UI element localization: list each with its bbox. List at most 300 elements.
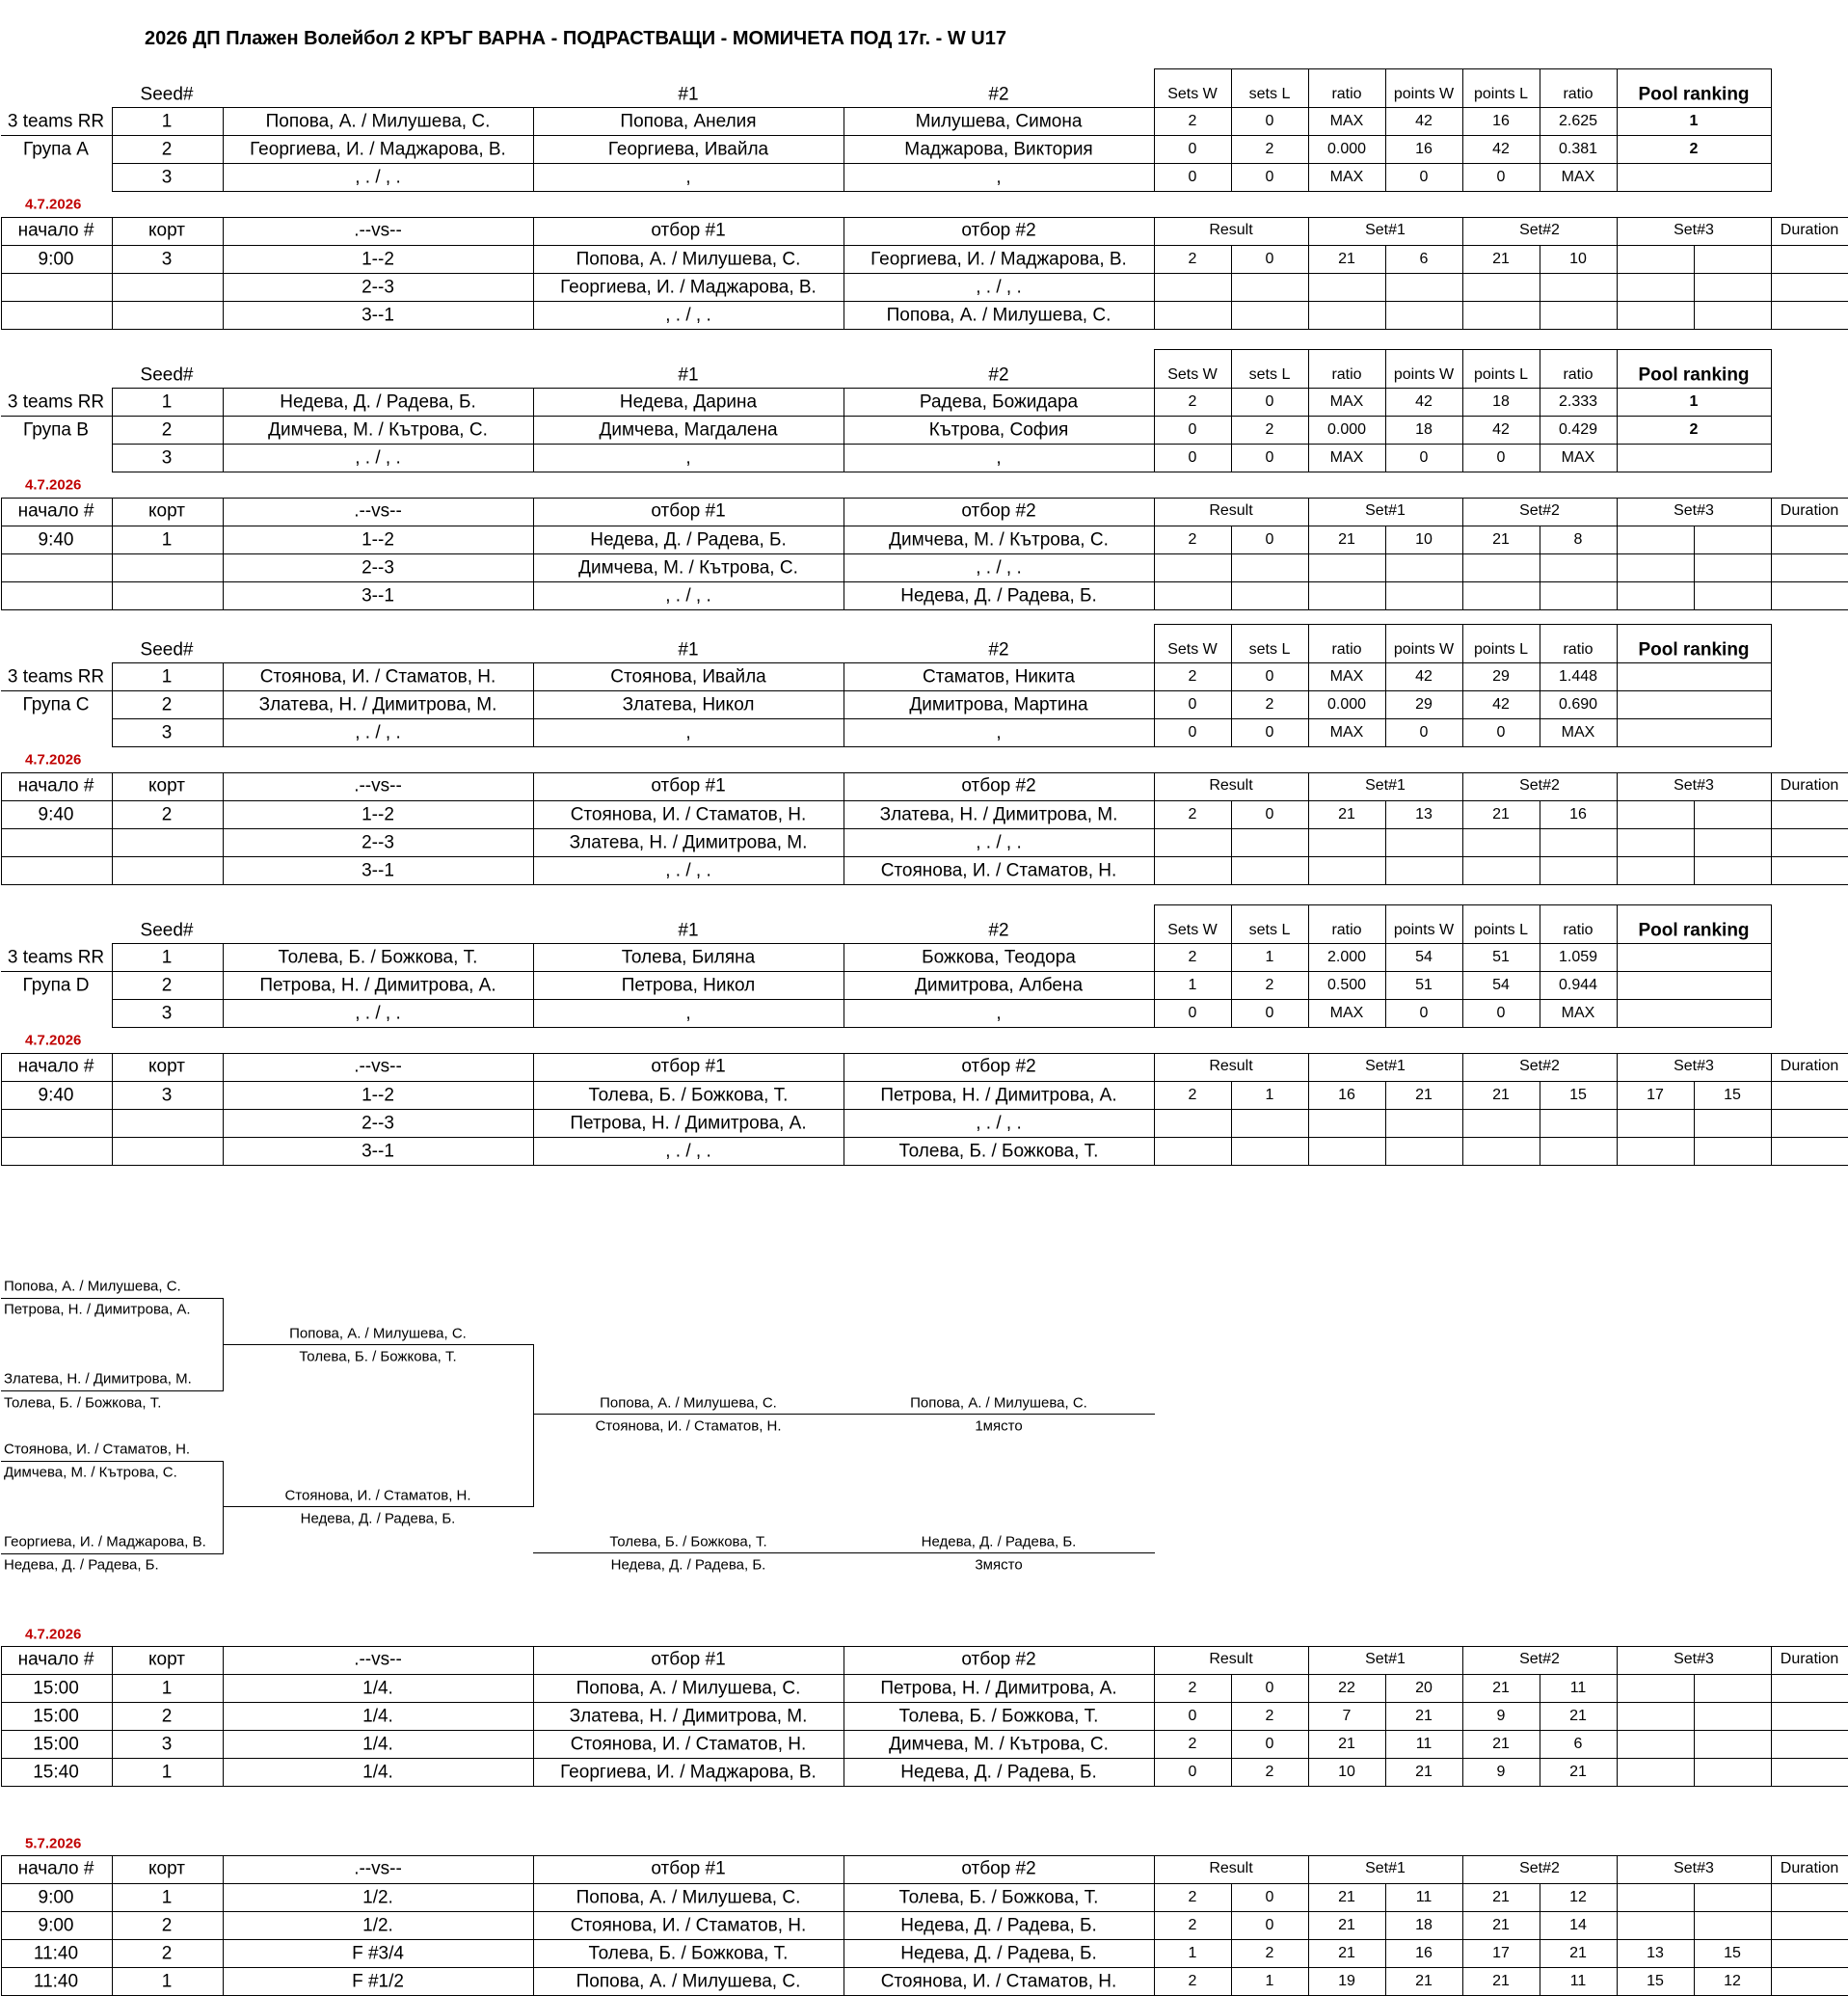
grid-line bbox=[533, 943, 534, 1028]
pool-stat: 54 bbox=[1492, 977, 1510, 993]
pool-stat: 0 bbox=[1188, 449, 1197, 466]
col-header-duration: Duration bbox=[1780, 1058, 1839, 1074]
pool-seed: 1 bbox=[161, 947, 173, 968]
match-start-time: 11:40 bbox=[33, 1971, 79, 1992]
match-score-cell: 7 bbox=[1342, 1708, 1352, 1724]
match-score-cell: 2 bbox=[1265, 1708, 1274, 1724]
grid-line bbox=[1308, 349, 1309, 472]
col-header-team1: отбор #1 bbox=[651, 775, 726, 796]
bracket-round1-team: Георгиева, И. / Маджарова, В. bbox=[4, 1533, 206, 1551]
pool-stat: 0 bbox=[1188, 169, 1197, 185]
grid-line bbox=[1, 1911, 1848, 1912]
match-score-cell: 0 bbox=[1265, 251, 1274, 267]
match-label: 1--2 bbox=[362, 804, 394, 825]
grid-line bbox=[533, 1646, 534, 1787]
match-start-time: 15:00 bbox=[33, 1706, 79, 1727]
grid-line bbox=[223, 943, 224, 1028]
col-header-vs: .--vs-- bbox=[354, 1858, 402, 1879]
match-start-time: 9:40 bbox=[38, 529, 74, 551]
match-label: 1/2. bbox=[362, 1915, 393, 1936]
grid-line bbox=[112, 217, 113, 330]
col-header-team2: отбор #2 bbox=[961, 1056, 1036, 1077]
match-label: 3--1 bbox=[362, 585, 394, 607]
pool-stat: MAX bbox=[1329, 169, 1364, 185]
grid-line bbox=[1, 273, 1848, 274]
match-score-cell: 11 bbox=[1569, 1680, 1587, 1696]
match-team2: Попова, А. / Милушева, С. bbox=[886, 305, 1111, 326]
match-score-cell: 11 bbox=[1569, 1973, 1587, 1989]
pool-seed: 2 bbox=[161, 139, 173, 160]
pool-stat: MAX bbox=[1329, 113, 1364, 129]
match-score-cell: 2 bbox=[1265, 1764, 1274, 1780]
match-score-cell: 21 bbox=[1415, 1087, 1433, 1103]
pool-header-stat: points L bbox=[1473, 641, 1529, 658]
match-team2: Стоянова, И. / Стаматов, Н. bbox=[880, 860, 1117, 881]
col-header-start: начало # bbox=[17, 1056, 94, 1077]
grid-line bbox=[112, 107, 113, 192]
pool-team: Петрова, Н. / Димитрова, А. bbox=[259, 975, 496, 996]
col-header-duration: Duration bbox=[1780, 1860, 1839, 1876]
grid-line bbox=[112, 1855, 113, 1996]
pool-stat: 0 bbox=[1188, 696, 1197, 713]
match-team2: Георгиева, И. / Маджарова, В. bbox=[870, 249, 1127, 270]
match-score-cell: 21 bbox=[1338, 531, 1355, 548]
pool-stat: 2 bbox=[1188, 949, 1197, 965]
grid-line bbox=[1231, 526, 1232, 610]
grid-line bbox=[1, 1939, 1848, 1940]
pool-team: Димчева, М. / Кътрова, С. bbox=[268, 419, 488, 441]
match-score-cell: 21 bbox=[1415, 1973, 1433, 1989]
grid-line bbox=[1, 971, 113, 972]
match-label: 3--1 bbox=[362, 1141, 394, 1162]
match-score-cell: 19 bbox=[1338, 1973, 1355, 1989]
pool-header-ranking: Pool ranking bbox=[1638, 639, 1750, 661]
pool-header-stat: Sets W bbox=[1167, 86, 1218, 102]
grid-line bbox=[1694, 1883, 1695, 1996]
grid-line bbox=[1, 856, 1848, 857]
grid-line bbox=[1154, 1855, 1155, 1996]
match-start-time: 9:00 bbox=[38, 1915, 74, 1936]
grid-line bbox=[1462, 624, 1463, 747]
col-header-vs: .--vs-- bbox=[354, 220, 402, 241]
pool-stat: 42 bbox=[1492, 141, 1510, 157]
pool-stat: 0 bbox=[1188, 421, 1197, 438]
match-score-cell: 6 bbox=[1573, 1736, 1583, 1752]
grid-line bbox=[1, 301, 1848, 302]
pool-player1: Недева, Дарина bbox=[619, 391, 758, 413]
grid-line bbox=[112, 943, 113, 1028]
bracket-round1-team: Попова, А. / Милушева, С. bbox=[4, 1278, 181, 1295]
match-score-cell: 10 bbox=[1415, 531, 1433, 548]
match-team1: Георгиева, И. / Маджарова, В. bbox=[560, 277, 817, 298]
col-header-set1: Set#1 bbox=[1365, 502, 1406, 519]
pool-player2: Милушева, Симона bbox=[915, 111, 1083, 132]
grid-line bbox=[1154, 1646, 1155, 1787]
pool-stat: MAX bbox=[1561, 169, 1595, 185]
pool-stat: 42 bbox=[1492, 696, 1510, 713]
match-score-cell: 9 bbox=[1496, 1708, 1506, 1724]
grid-line bbox=[1617, 1053, 1618, 1166]
grid-line bbox=[1, 1855, 2, 1996]
grid-line bbox=[1694, 1674, 1695, 1787]
bracket-final-team: Попова, А. / Милушева, С. bbox=[600, 1394, 777, 1412]
match-score-cell: 10 bbox=[1569, 251, 1587, 267]
match-score-cell: 15 bbox=[1647, 1973, 1664, 1989]
pool-stat: 0.944 bbox=[1558, 977, 1598, 993]
match-team2: Толева, Б. / Божкова, Т. bbox=[898, 1141, 1099, 1162]
pool-header-stat: sets L bbox=[1248, 366, 1291, 383]
grid-line bbox=[1, 800, 1848, 801]
pool-team: Толева, Б. / Божкова, Т. bbox=[278, 947, 478, 968]
col-header-team2: отбор #2 bbox=[961, 775, 1036, 796]
match-score-cell: 21 bbox=[1338, 1889, 1355, 1905]
pool-stat: 0 bbox=[1265, 113, 1274, 129]
match-score-cell: 11 bbox=[1415, 1889, 1433, 1905]
col-header-team1: отбор #1 bbox=[651, 500, 726, 522]
match-score-cell: 18 bbox=[1415, 1917, 1433, 1933]
grid-line bbox=[223, 1461, 224, 1554]
grid-line bbox=[1, 1967, 1848, 1968]
pool-header-stat: ratio bbox=[1563, 641, 1594, 658]
grid-line bbox=[112, 163, 1772, 164]
bracket-third-place-label: 3място bbox=[975, 1556, 1023, 1574]
pool-stat: 0 bbox=[1419, 449, 1429, 466]
grid-line bbox=[1, 1730, 1848, 1731]
col-header-start: начало # bbox=[17, 500, 94, 522]
match-team2: Недева, Д. / Радева, Б. bbox=[900, 1762, 1097, 1783]
match-score-cell: 0 bbox=[1265, 1917, 1274, 1933]
grid-line bbox=[1617, 349, 1618, 472]
grid-line bbox=[1, 1883, 1848, 1884]
pool-group-name: Група A bbox=[23, 139, 89, 160]
pool-stat: 0 bbox=[1496, 1005, 1506, 1021]
grid-line bbox=[1154, 772, 1155, 885]
match-score-cell: 2 bbox=[1188, 531, 1197, 548]
grid-line bbox=[533, 217, 534, 330]
match-court: 3 bbox=[161, 249, 173, 270]
match-score-cell: 21 bbox=[1492, 251, 1510, 267]
schedule-date: 5.7.2026 bbox=[25, 1835, 82, 1852]
match-court: 2 bbox=[161, 1706, 173, 1727]
grid-line bbox=[1, 581, 1848, 582]
pool-stat: 1 bbox=[1188, 977, 1197, 993]
pool-stat: 2.625 bbox=[1558, 113, 1598, 129]
grid-line bbox=[1771, 498, 1772, 610]
pool-player1: , bbox=[685, 167, 691, 188]
match-score-cell: 2 bbox=[1188, 1889, 1197, 1905]
col-header-vs: .--vs-- bbox=[354, 500, 402, 522]
col-header-duration: Duration bbox=[1780, 222, 1839, 238]
grid-line bbox=[533, 1344, 534, 1507]
pool-stat: 2 bbox=[1265, 421, 1274, 438]
pool-date: 4.7.2026 bbox=[25, 751, 82, 769]
match-team1: Димчева, М. / Кътрова, С. bbox=[578, 557, 798, 579]
grid-line bbox=[1617, 498, 1618, 610]
grid-line bbox=[1154, 624, 1155, 747]
match-score-cell: 15 bbox=[1724, 1087, 1741, 1103]
pool-player1: Георгиева, Ивайла bbox=[607, 139, 769, 160]
grid-line bbox=[223, 1855, 224, 1996]
match-label: 2--3 bbox=[362, 1113, 394, 1134]
grid-line bbox=[1308, 498, 1309, 610]
pool-stat: 42 bbox=[1492, 421, 1510, 438]
col-header-set3: Set#3 bbox=[1674, 502, 1714, 519]
match-score-cell: 0 bbox=[1188, 1764, 1197, 1780]
match-score-cell: 14 bbox=[1569, 1917, 1587, 1933]
match-score-cell: 13 bbox=[1415, 806, 1433, 823]
col-header-result: Result bbox=[1209, 777, 1253, 794]
pool-stat: 0.500 bbox=[1326, 977, 1367, 993]
grid-line bbox=[1694, 526, 1695, 610]
grid-line bbox=[1385, 800, 1386, 885]
col-header-team1: отбор #1 bbox=[651, 1858, 726, 1879]
grid-line bbox=[1771, 772, 1772, 885]
col-header-court: корт bbox=[148, 1649, 185, 1670]
pool-stat: 0 bbox=[1265, 724, 1274, 741]
match-label: 1--2 bbox=[362, 249, 394, 270]
pool-header-stat: points W bbox=[1393, 922, 1455, 938]
grid-line bbox=[1, 1053, 2, 1166]
grid-line bbox=[112, 999, 1772, 1000]
col-header-start: начало # bbox=[17, 1649, 94, 1670]
grid-line bbox=[1, 609, 1848, 610]
match-label: F #3/4 bbox=[352, 1943, 404, 1964]
match-score-cell: 21 bbox=[1338, 251, 1355, 267]
grid-line bbox=[1, 1646, 1848, 1647]
pool-stat: 54 bbox=[1415, 949, 1433, 965]
match-team1: , . / , . bbox=[665, 860, 711, 881]
grid-line bbox=[1, 1165, 1848, 1166]
match-score-cell: 2 bbox=[1188, 1917, 1197, 1933]
match-start-time: 11:40 bbox=[33, 1943, 79, 1964]
grid-line bbox=[1385, 624, 1386, 747]
col-header-duration: Duration bbox=[1780, 777, 1839, 794]
grid-line bbox=[1385, 904, 1386, 1028]
match-score-cell: 21 bbox=[1492, 1889, 1510, 1905]
grid-line bbox=[223, 1053, 224, 1166]
match-score-cell: 0 bbox=[1188, 1708, 1197, 1724]
pool-header-player1: #1 bbox=[678, 920, 699, 941]
grid-line bbox=[1771, 349, 1772, 472]
bracket-winner: Попова, А. / Милушева, С. bbox=[910, 1394, 1087, 1412]
pool-header-stat: points L bbox=[1473, 86, 1529, 102]
pool-header-player1: #1 bbox=[678, 364, 699, 386]
grid-line bbox=[1385, 1883, 1386, 1996]
match-score-cell: 21 bbox=[1492, 806, 1510, 823]
col-header-court: корт bbox=[148, 1056, 185, 1077]
grid-line bbox=[112, 662, 1772, 663]
match-score-cell: 21 bbox=[1338, 1736, 1355, 1752]
pool-team: Георгиева, И. / Маджарова, В. bbox=[250, 139, 506, 160]
pool-player1: Толева, Биляна bbox=[621, 947, 756, 968]
grid-line bbox=[1154, 349, 1155, 472]
grid-line bbox=[1308, 1855, 1309, 1996]
match-court: 1 bbox=[161, 1762, 173, 1783]
pool-header-seed: Seed# bbox=[140, 920, 194, 941]
match-label: 1/4. bbox=[362, 1762, 393, 1783]
grid-line bbox=[1231, 1883, 1232, 1996]
col-header-vs: .--vs-- bbox=[354, 1649, 402, 1670]
match-score-cell: 16 bbox=[1569, 806, 1587, 823]
grid-line bbox=[1231, 245, 1232, 330]
match-team1: Златева, Н. / Димитрова, М. bbox=[569, 832, 808, 853]
pool-stat: 0.381 bbox=[1558, 141, 1598, 157]
match-team1: , . / , . bbox=[665, 1141, 711, 1162]
grid-line bbox=[1617, 68, 1618, 192]
match-score-cell: 0 bbox=[1265, 1736, 1274, 1752]
pool-team: , . / , . bbox=[355, 167, 401, 188]
col-header-duration: Duration bbox=[1780, 1651, 1839, 1667]
grid-line bbox=[1694, 245, 1695, 330]
pool-date: 4.7.2026 bbox=[25, 1032, 82, 1049]
grid-line bbox=[223, 1344, 534, 1345]
grid-line bbox=[112, 1646, 113, 1787]
pool-stat: 2 bbox=[1265, 696, 1274, 713]
pool-player1: Златева, Никол bbox=[622, 694, 755, 715]
pool-stat: 0 bbox=[1265, 1005, 1274, 1021]
pool-header-stat: Sets W bbox=[1167, 366, 1218, 383]
pool-date: 4.7.2026 bbox=[25, 196, 82, 213]
pool-header-player1: #1 bbox=[678, 639, 699, 661]
grid-line bbox=[223, 388, 224, 472]
col-header-result: Result bbox=[1209, 1860, 1253, 1876]
pool-seed: 1 bbox=[161, 111, 173, 132]
grid-line bbox=[1, 498, 2, 610]
col-header-set2: Set#2 bbox=[1519, 1651, 1560, 1667]
match-team2: Димчева, М. / Кътрова, С. bbox=[889, 529, 1109, 551]
pool-stat: 1 bbox=[1265, 949, 1274, 965]
match-court: 1 bbox=[161, 529, 173, 551]
match-score-cell: 2 bbox=[1188, 251, 1197, 267]
match-score-cell: 21 bbox=[1338, 806, 1355, 823]
match-label: 2--3 bbox=[362, 277, 394, 298]
pool-stat: 2 bbox=[1265, 141, 1274, 157]
col-header-result: Result bbox=[1209, 1651, 1253, 1667]
grid-line bbox=[1771, 1053, 1772, 1166]
match-score-cell: 6 bbox=[1419, 251, 1429, 267]
bracket-winner-label: 1място bbox=[975, 1417, 1023, 1435]
grid-line bbox=[1, 1855, 1848, 1856]
grid-line bbox=[1462, 1646, 1463, 1787]
pool-player2: Кътрова, София bbox=[928, 419, 1069, 441]
match-score-cell: 21 bbox=[1492, 1680, 1510, 1696]
grid-line bbox=[533, 1414, 1155, 1415]
pool-seed: 2 bbox=[161, 419, 173, 441]
pool-team: Стоянова, И. / Стаматов, Н. bbox=[259, 666, 496, 688]
col-header-start: начало # bbox=[17, 775, 94, 796]
grid-line bbox=[112, 718, 1772, 719]
pool-seed: 2 bbox=[161, 694, 173, 715]
grid-line bbox=[1, 1758, 1848, 1759]
match-score-cell: 0 bbox=[1265, 531, 1274, 548]
match-label: 2--3 bbox=[362, 557, 394, 579]
match-score-cell: 2 bbox=[1265, 1945, 1274, 1961]
match-court: 3 bbox=[161, 1085, 173, 1106]
grid-line bbox=[1231, 624, 1232, 747]
bracket-final-team: Стоянова, И. / Стаматов, Н. bbox=[595, 1417, 782, 1435]
grid-line bbox=[1231, 68, 1232, 192]
pool-player1: Стоянова, Ивайла bbox=[610, 666, 766, 688]
grid-line bbox=[1462, 498, 1463, 610]
pool-header-stat: sets L bbox=[1248, 86, 1291, 102]
match-label: 1/2. bbox=[362, 1887, 393, 1908]
pool-stat: MAX bbox=[1329, 449, 1364, 466]
col-header-result: Result bbox=[1209, 222, 1253, 238]
pool-seed: 2 bbox=[161, 975, 173, 996]
match-label: 1--2 bbox=[362, 529, 394, 551]
match-score-cell: 2 bbox=[1188, 1087, 1197, 1103]
grid-line bbox=[1771, 1855, 1772, 1996]
pool-format: 3 teams RR bbox=[7, 391, 105, 413]
pool-seed: 3 bbox=[161, 1003, 173, 1024]
pool-stat: 2 bbox=[1265, 977, 1274, 993]
pool-header-ranking: Pool ranking bbox=[1638, 84, 1750, 105]
grid-line bbox=[1308, 217, 1309, 330]
grid-line bbox=[112, 772, 113, 885]
col-header-team2: отбор #2 bbox=[961, 1649, 1036, 1670]
grid-line bbox=[112, 498, 113, 610]
grid-line bbox=[112, 1053, 113, 1166]
pool-header-stat: sets L bbox=[1248, 922, 1291, 938]
grid-line bbox=[1154, 68, 1155, 192]
pool-header-stat: points W bbox=[1393, 86, 1455, 102]
grid-line bbox=[1, 135, 113, 136]
pool-player2: , bbox=[996, 1003, 1002, 1024]
grid-line bbox=[1462, 68, 1463, 192]
pool-team: Недева, Д. / Радева, Б. bbox=[280, 391, 476, 413]
grid-line bbox=[1154, 1053, 1155, 1166]
col-header-set2: Set#2 bbox=[1519, 1058, 1560, 1074]
pool-group-name: Група B bbox=[23, 419, 89, 441]
grid-line bbox=[533, 388, 534, 472]
match-label: 1--2 bbox=[362, 1085, 394, 1106]
match-start-time: 9:40 bbox=[38, 804, 74, 825]
pool-stat: 0 bbox=[1419, 169, 1429, 185]
grid-line bbox=[223, 772, 224, 885]
grid-line bbox=[112, 690, 1772, 691]
match-score-cell: 1 bbox=[1265, 1087, 1274, 1103]
pool-stat: MAX bbox=[1329, 668, 1364, 685]
pool-group-name: Група D bbox=[22, 975, 90, 996]
pool-format: 3 teams RR bbox=[7, 111, 105, 132]
bracket-round1-team: Димчева, М. / Кътрова, С. bbox=[4, 1464, 177, 1481]
pool-stat: 0 bbox=[1419, 724, 1429, 741]
pool-seed: 1 bbox=[161, 666, 173, 688]
match-team1: Попова, А. / Милушева, С. bbox=[576, 1971, 801, 1992]
match-team1: Стоянова, И. / Стаматов, Н. bbox=[570, 1915, 807, 1936]
match-team2: , . / , . bbox=[976, 832, 1022, 853]
grid-line bbox=[533, 662, 534, 747]
grid-line bbox=[1, 1646, 2, 1787]
match-label: 3--1 bbox=[362, 305, 394, 326]
bracket-third-place-team: Толева, Б. / Божкова, Т. bbox=[609, 1533, 767, 1551]
match-label: 3--1 bbox=[362, 860, 394, 881]
col-header-court: корт bbox=[148, 1858, 185, 1879]
pool-header-stat: ratio bbox=[1331, 641, 1362, 658]
grid-line bbox=[533, 107, 534, 192]
match-score-cell: 21 bbox=[1415, 1708, 1433, 1724]
grid-line bbox=[1385, 1081, 1386, 1166]
bracket-round1-team: Златева, Н. / Димитрова, М. bbox=[4, 1370, 192, 1388]
match-score-cell: 21 bbox=[1492, 1736, 1510, 1752]
col-header-start: начало # bbox=[17, 1858, 94, 1879]
match-score-cell: 12 bbox=[1569, 1889, 1587, 1905]
match-team2: Петрова, Н. / Димитрова, А. bbox=[880, 1678, 1117, 1699]
pool-stat: 0.000 bbox=[1326, 141, 1367, 157]
grid-line bbox=[1462, 772, 1463, 885]
bracket-semifinal-team: Недева, Д. / Радева, Б. bbox=[300, 1510, 456, 1527]
match-score-cell: 15 bbox=[1724, 1945, 1741, 1961]
